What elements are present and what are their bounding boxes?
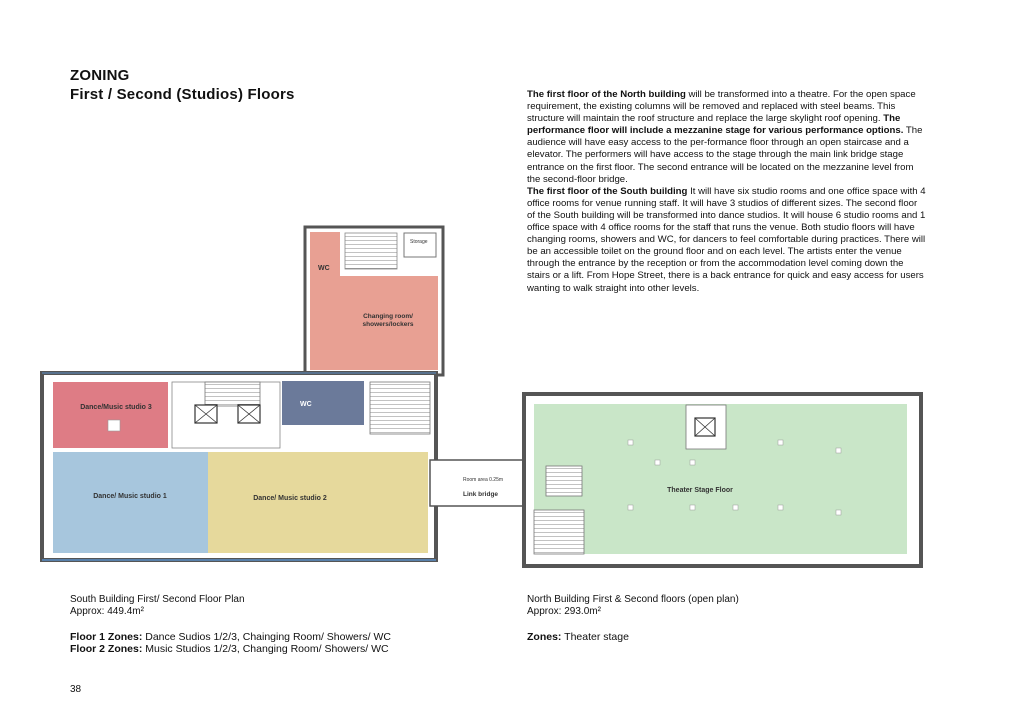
wc-mid-label: WC [300, 401, 312, 408]
north-caption [527, 594, 739, 643]
floor1-zones-label: Floor 1 Zones: [70, 631, 143, 643]
south-caption [70, 594, 391, 655]
north-zones [527, 631, 739, 643]
upper-stair [345, 233, 397, 269]
changing-label-2: showers/lockers [362, 321, 414, 328]
page-title: ZONING [70, 67, 130, 84]
south-caption-area: Approx: 449.4m² [70, 606, 144, 617]
north-caption-area: Approx: 293.0m² [527, 606, 601, 617]
south-stair [370, 382, 430, 434]
room-area-label: Room area 0.25m [463, 477, 504, 483]
studio1-label: Dance/ Music studio 1 [93, 493, 167, 500]
north-zones-value: Theater stage [561, 631, 629, 643]
floor1-zones [70, 631, 391, 643]
p1-text-b: The audience will have easy access to the per-formance floor through an open staircase and a elevator. The performers will have access to the stage through the main link bridge stage entrance on the first floor. The second entrance will be located on the mezzanine level from the second-floor bridge. [527, 125, 923, 185]
studio3-zone [53, 382, 168, 448]
link-bridge-label: Link bridge [463, 491, 499, 498]
wc-top-label: WC [318, 265, 330, 272]
link-bridge-area [430, 460, 530, 506]
floor2-zones-label: Floor 2 Zones: [70, 643, 143, 655]
p2-text: It will have six studio rooms and one office space with 4 office rooms for venue running staff. It will have 3 studios of different sizes. The second floor of the South building will be transformed into dance studios. It will house 6 studio rooms and 1 office space with 4 office rooms for the staff that runs the venue. Both studio floors will have changing rooms, showers and WC, for dancers to feel comfortable during practices. There will be an accessible toilet on the ground floor and on each level. The artists enter the venue through the entrance by the reception or from the accommodation level coming down the stairs or a lift. From Hope Street, there is a back entrance for quick and easy access for users wanting to walk straight into other levels. [527, 185, 926, 294]
floor1-zones-value: Dance Sudios 1/2/3, Chainging Room/ Showers/ WC [142, 631, 391, 643]
studio1-zone [53, 452, 208, 553]
changing-label-1: Changing room/ [363, 313, 413, 320]
storage-room [404, 233, 436, 257]
p1-bold-mid: The performance floor will include a mezzanine stage for various performance options. [527, 113, 904, 137]
p2-bold-lead: The first floor of the South building [527, 185, 688, 197]
south-caption-title: South Building First/ Second Floor Plan [70, 594, 245, 605]
p1-bold-lead: The first floor of the North building [527, 89, 686, 100]
south-main-building [42, 373, 436, 560]
theater-label: Theater Stage Floor [667, 487, 733, 494]
floor2-zones [70, 643, 391, 655]
north-zones-label: Zones: [527, 631, 562, 643]
link-bridge-shape [430, 460, 530, 506]
north-caption-title: North Building First & Second floors (open plan) [527, 594, 739, 605]
studio2-label: Dance/ Music studio 2 [253, 495, 327, 502]
p1-text-a: will be transformed into a theatre. For the open space requirement, the existing columns will be removed and replaced with steel beams. This structure will maintain the roof structure and replace the large skylight roof opening. [527, 89, 916, 125]
storage-label: Storage [410, 239, 428, 245]
page-subtitle: First / Second (Studios) Floors [70, 86, 295, 103]
studio3-label: Dance/Music studio 3 [80, 404, 152, 411]
floor2-zones-value: Music Studios 1/2/3, Changing Room/ Showers/ WC [142, 643, 389, 655]
studio2-zone [208, 452, 428, 553]
north-building [524, 394, 921, 566]
wc-mid-zone [282, 381, 364, 425]
changing-room-zone-left [310, 276, 340, 370]
page-number: 38 [70, 684, 82, 695]
south-upper-wing [305, 227, 443, 375]
